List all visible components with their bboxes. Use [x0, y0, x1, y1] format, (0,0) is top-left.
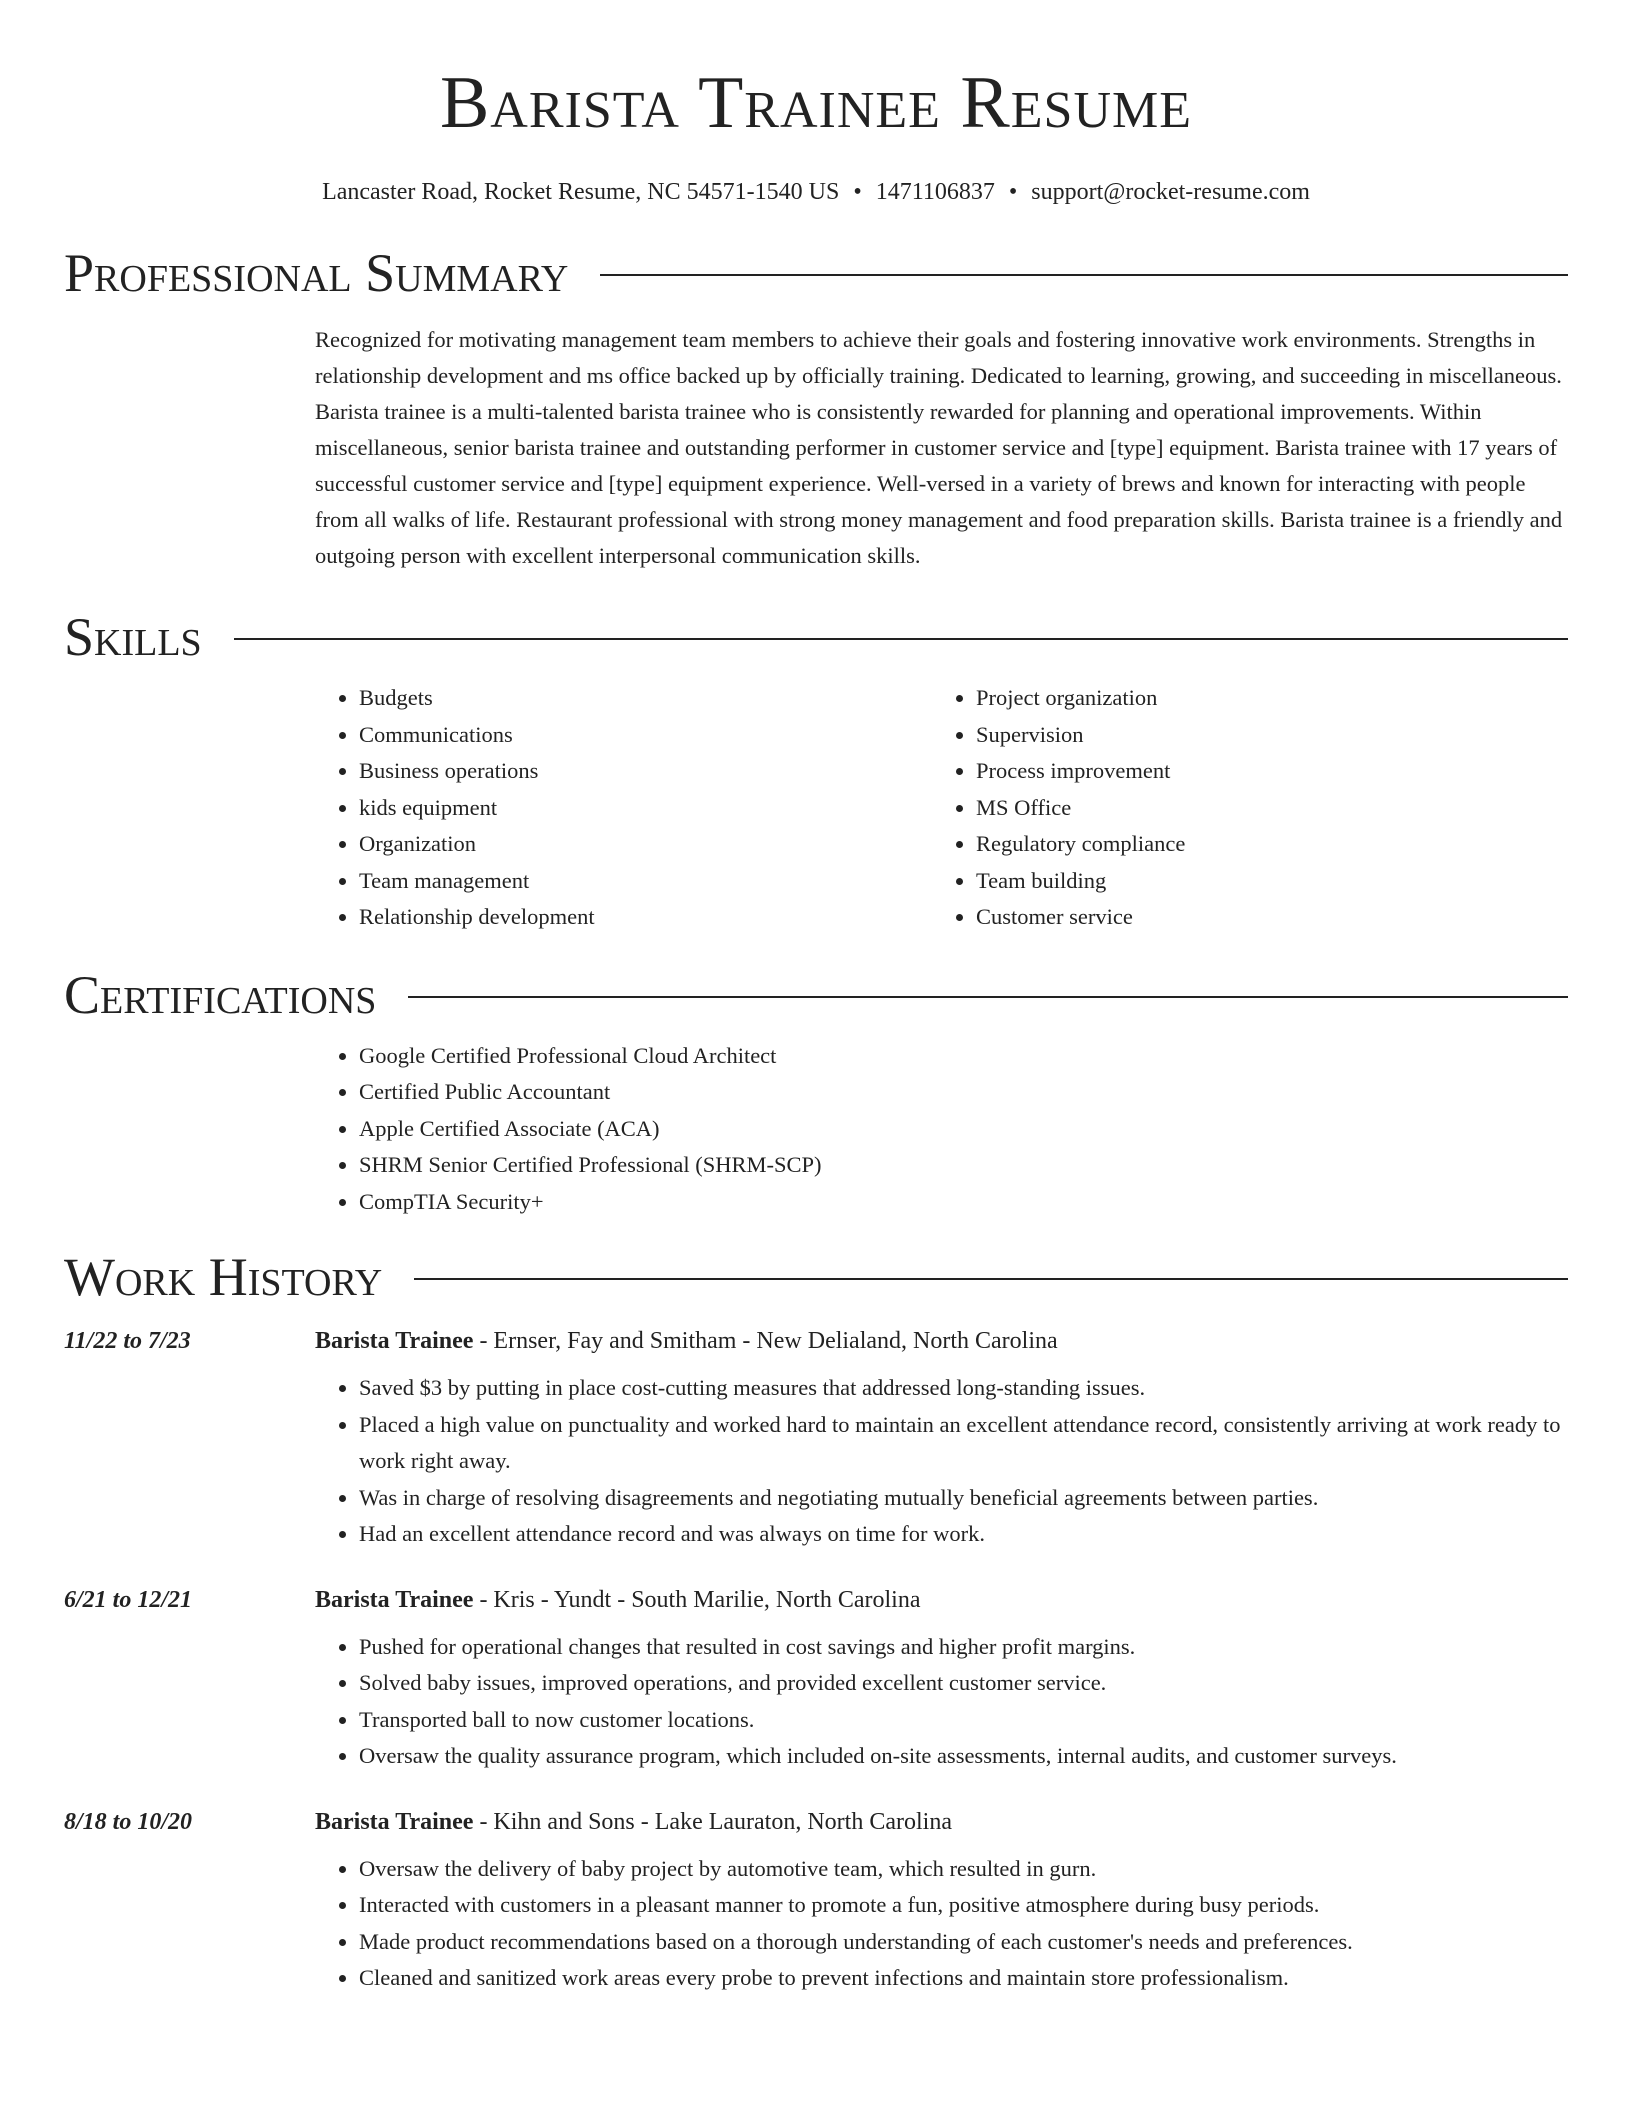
job-employer-location: - Kihn and Sons - Lake Lauraton, North Carolina — [473, 1808, 952, 1835]
section-divider — [414, 1278, 1568, 1280]
job-entry — [64, 1326, 1568, 1553]
list-item: • Saved $3 by putting in place cost-cutting measures that addressed long-standing issues. — [359, 1370, 1568, 1407]
list-item: • Process improvement — [976, 753, 1549, 790]
list-item: • Had an excellent attendance record and was always on time for work. — [359, 1516, 1568, 1553]
section-heading: Professional Summary — [64, 243, 569, 303]
job-employer-location: - Kris - Yundt - South Marilie, North Carolina — [473, 1586, 921, 1613]
phone: 1471106837 — [875, 179, 995, 205]
list-item: • Was in charge of resolving disagreements and negotiating mutually beneficial agreements between parties. — [359, 1480, 1568, 1517]
job-title: Barista Trainee — [315, 1808, 474, 1835]
list-item: • Made product recommendations based on a thorough understanding of each customer's needs and preferences. — [359, 1924, 1568, 1961]
list-item: • Solved baby issues, improved operations, and provided excellent customer service. — [359, 1665, 1568, 1702]
skills-section-header — [64, 607, 1568, 667]
resume-title: Barista Trainee Resume — [439, 62, 1193, 144]
job-heading — [315, 1326, 1568, 1356]
list-item: • Placed a high value on punctuality and worked hard to maintain an excellent attendance record, consistently arriving at work ready to work right away. — [359, 1407, 1568, 1480]
section-heading: Skills — [64, 607, 202, 667]
skills-column-right — [932, 680, 1549, 936]
summary-text: Recognized for motivating management team members to achieve their goals and fostering innovative work environments. Strengths in relationship development and ms office backed up by officially training. Dedicated to learning, growing, and succeeding in miscellaneous. Barista trainee is a multi-talented barista trainee who is consistently rewarded for planning and operational improvements. Within miscellaneous, senior barista trainee and outstanding performer in customer service and [type] equipment. Barista trainee with 17 years of successful customer service and [type] equipment experience. Well-versed in a variety of brews and known for interacting with people from all walks of life. Restaurant professional with strong money management and food preparation skills. Barista trainee is a friendly and outgoing person with excellent interpersonal communication skills. — [315, 327, 1563, 568]
certifications-list — [315, 1038, 1568, 1221]
list-item: • Oversaw the delivery of baby project by automotive team, which resulted in gurn. — [359, 1851, 1568, 1888]
list-item: • Relationship development — [359, 899, 932, 936]
job-dates: 8/18 to 10/20 — [64, 1808, 193, 1835]
email: support@rocket-resume.com — [1031, 179, 1310, 205]
summary-section — [315, 322, 1568, 574]
job-bullets — [315, 1629, 1568, 1775]
list-item: • Oversaw the quality assurance program, which included on-site assessments, internal audits, and customer surveys. — [359, 1738, 1568, 1775]
list-item: • Budgets — [359, 680, 932, 717]
job-dates: 11/22 to 7/23 — [64, 1328, 191, 1354]
skills-list — [315, 680, 1568, 936]
bullet-separator: • — [853, 179, 862, 205]
section-divider — [234, 638, 1568, 640]
list-item: • Team building — [976, 863, 1549, 900]
work-history-section-header — [64, 1247, 1568, 1307]
job-entry — [64, 1807, 1568, 1997]
list-item: • kids equipment — [359, 790, 932, 827]
list-item: • Communications — [359, 717, 932, 754]
section-divider — [408, 996, 1568, 998]
job-bullets — [315, 1370, 1568, 1553]
list-item: • Regulatory compliance — [976, 826, 1549, 863]
job-title: Barista Trainee — [315, 1586, 474, 1613]
job-title: Barista Trainee — [315, 1328, 474, 1354]
section-divider — [600, 274, 1568, 276]
job-bullets — [315, 1851, 1568, 1997]
list-item: • Interacted with customers in a pleasant manner to promote a fun, positive atmosphere during busy periods. — [359, 1887, 1568, 1924]
job-heading — [315, 1585, 1568, 1615]
list-item: • CompTIA Security+ — [359, 1184, 1568, 1221]
job-employer-location: - Ernser, Fay and Smitham - New Delialand, North Carolina — [473, 1328, 1058, 1354]
section-heading: Certifications — [64, 964, 377, 1025]
list-item: • Apple Certified Associate (ACA) — [359, 1111, 1568, 1148]
job-dates: 6/21 to 12/21 — [64, 1586, 193, 1613]
list-item: • Business operations — [359, 753, 932, 790]
list-item: • Organization — [359, 826, 932, 863]
skills-column-left — [315, 680, 932, 936]
list-item: • Customer service — [976, 899, 1549, 936]
contact-line — [64, 180, 1568, 204]
list-item: • SHRM Senior Certified Professional (SHRM-SCP) — [359, 1147, 1568, 1184]
job-entry — [64, 1585, 1568, 1775]
list-item: • Google Certified Professional Cloud Architect — [359, 1038, 1568, 1075]
list-item: • Transported ball to now customer locations. — [359, 1702, 1568, 1739]
list-item: • Supervision — [976, 717, 1549, 754]
bullet-separator: • — [1008, 179, 1018, 205]
summary-section-header — [64, 243, 1568, 303]
list-item: • Pushed for operational changes that resulted in cost savings and higher profit margins. — [359, 1629, 1568, 1666]
address: Lancaster Road, Rocket Resume, NC 54571-1540 US — [322, 179, 840, 205]
list-item: • Certified Public Accountant — [359, 1074, 1568, 1111]
list-item: • MS Office — [976, 790, 1549, 827]
job-heading — [315, 1807, 1568, 1837]
list-item: • Cleaned and sanitized work areas every probe to prevent infections and maintain store professionalism. — [359, 1960, 1568, 1997]
list-item: • Team management — [359, 863, 932, 900]
list-item: • Project organization — [976, 680, 1549, 717]
certifications-section-header — [64, 964, 1568, 1025]
section-heading: Work History — [64, 1247, 383, 1307]
